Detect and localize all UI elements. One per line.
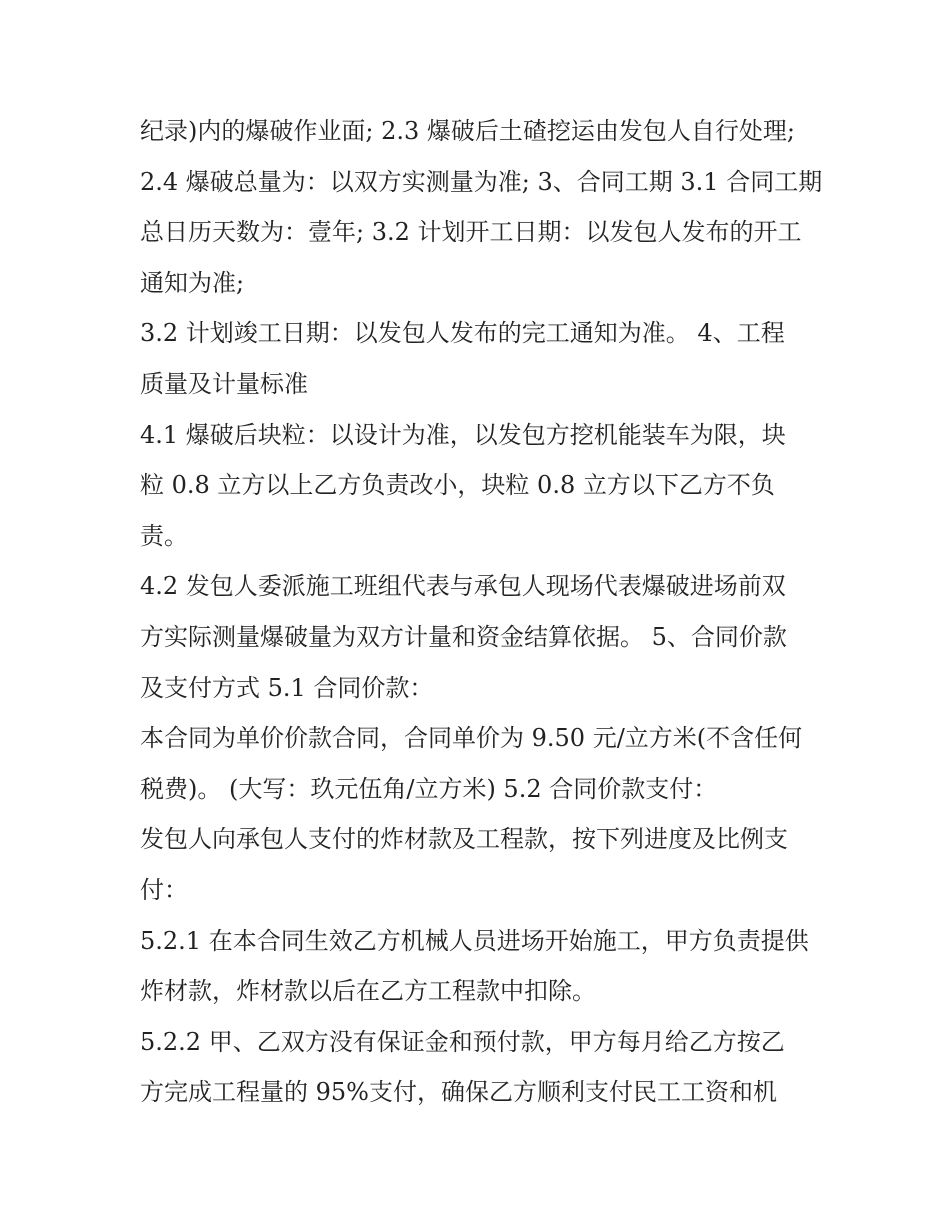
text-line: 4.1 爆破后块粒：以设计为准，以发包方挖机能装车为限，块 <box>140 420 786 449</box>
text-line: 2.4 爆破总量为：以双方实测量为准; 3、合同工期 3.1 合同工期 <box>140 167 823 196</box>
text-line: 税费)。 (大写：玖元伍角/立方米) 5.2 合同价款支付： <box>140 774 718 803</box>
text-line: 责。 <box>140 521 188 550</box>
text-line: 3.2 计划竣工日期：以发包人发布的完工通知为准。 4、工程 <box>140 319 785 348</box>
text-line: 4.2 发包人委派施工班组代表与承包人现场代表爆破进场前双 <box>140 572 786 601</box>
text-line: 纪录)内的爆破作业面; 2.3 爆破后土碴挖运由发包人自行处理; <box>140 117 795 145</box>
text-line: 本合同为单价价款合同，合同单价为 9.50 元/立方米(不含任何 <box>140 724 803 753</box>
text-line: 总日历天数为：壹年; 3.2 计划开工日期：以发包人发布的开工 <box>140 218 802 247</box>
text-line: 炸材款，炸材款以后在乙方工程款中扣除。 <box>140 977 596 1006</box>
text-line: 付： <box>140 875 188 904</box>
text-line: 方实际测量爆破量为双方计量和资金结算依据。 5、合同价款 <box>140 622 787 651</box>
text-line: 发包人向承包人支付的炸材款及工程款，按下列进度及比例支 <box>140 825 788 854</box>
text-line: 通知为准; <box>140 268 245 297</box>
text-line: 及支付方式 5.1 合同价款： <box>140 673 434 702</box>
document-body <box>140 106 823 1118</box>
text-line: 方完成工程量的 95%支付，确保乙方顺利支付民工工资和机 <box>140 1078 777 1107</box>
text-line: 粒 0.8 立方以上乙方负责改小，块粒 0.8 立方以下乙方不负 <box>140 471 775 500</box>
text-line: 质量及计量标准 <box>140 369 308 398</box>
text-line: 5.2.1 在本合同生效乙方机械人员进场开始施工，甲方负责提供 <box>140 926 809 955</box>
text-line: 5.2.2 甲、乙双方没有保证金和预付款，甲方每月给乙方按乙 <box>140 1027 785 1056</box>
